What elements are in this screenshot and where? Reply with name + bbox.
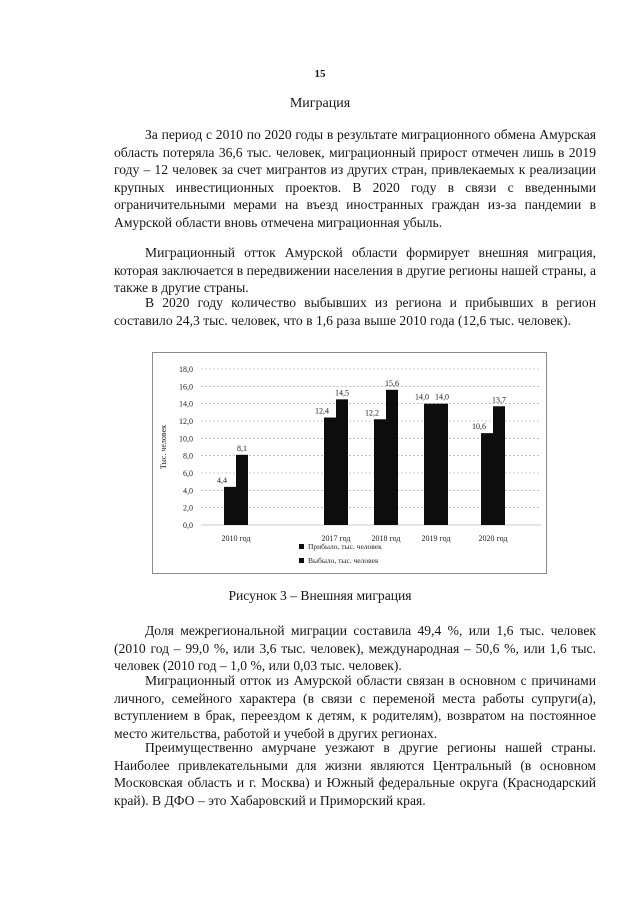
- paragraph-3: В 2020 году количество выбывших из региона и прибывших в регион составило 24,3 тыс. человек, что в 1,6 раза выше 2010 года (12,6 тыс. человек).: [114, 295, 596, 328]
- legend-marker: [299, 558, 304, 563]
- figure-caption: Рисунок 3 – Внешняя миграция: [228, 588, 412, 603]
- bar-departed: [386, 390, 398, 525]
- section-title: Миграция: [289, 96, 351, 111]
- x-tick-label: 2017 год: [321, 534, 351, 543]
- migration-bar-chart: [153, 353, 548, 575]
- data-label: 13,7: [492, 395, 506, 405]
- data-label: 14,0: [435, 392, 449, 402]
- y-tick-label: 6,0: [183, 469, 193, 478]
- data-label: 4,4: [217, 475, 227, 485]
- data-label: 10,6: [472, 422, 486, 432]
- data-label: 14,0: [415, 392, 429, 402]
- y-tick-label: 16,0: [179, 382, 193, 392]
- x-tick-label: 2010 год: [221, 534, 251, 543]
- legend-marker: [299, 544, 304, 549]
- bar-arrived: [324, 418, 336, 525]
- migration-chart: [152, 352, 547, 574]
- bar-arrived: [424, 404, 436, 525]
- bar-departed: [436, 404, 448, 525]
- bar-arrived: [481, 433, 493, 525]
- paragraph-1: За период с 2010 по 2020 годы в результате миграционного обмена Амурская область потеряла 36,6 тыс. человек, миграционный прирост отмечен лишь в 2019 году – 12 человек за счет мигрантов из других стран, привлекаемых к реализации крупных инвестиционных проектов. В 2020 году в связи с введенными ограничительными мерами на въезд иностранных граждан из-за пандемии в Амурской области вновь отмечена миграционная убыль.: [114, 127, 596, 230]
- y-tick-label: 10,0: [179, 434, 193, 444]
- bar-arrived: [374, 419, 386, 525]
- paragraph-4: Доля межрегиональной миграции составила 49,4 %, или 1,6 тыс. человек (2010 год – 99,0 %, или 3,6 тыс. человек), международная – 50,6 %, или 1,6 тыс. человек (2010 год – 1,0 %, или 0,03 тыс. человек).: [114, 623, 596, 674]
- y-tick-label: 18,0: [179, 365, 193, 374]
- x-tick-label: 2019 год: [421, 534, 451, 543]
- y-tick-label: 12,0: [179, 417, 193, 426]
- x-tick-label: 2018 год: [371, 534, 401, 543]
- bar-departed: [336, 399, 348, 525]
- y-tick-label: 0,0: [183, 521, 193, 530]
- data-label: 14,5: [335, 388, 349, 398]
- bar-arrived: [224, 487, 236, 525]
- data-label: 12,4: [315, 406, 329, 416]
- bar-departed: [236, 455, 248, 525]
- legend-label: Прибыло, тыс. человек: [308, 542, 382, 551]
- data-label: 15,6: [385, 378, 399, 388]
- y-axis-title: Тыс. человек: [159, 424, 168, 470]
- paragraph-6: Преимущественно амурчане уезжают в другие регионы нашей страны. Наиболее привлекательными для жизни являются Центральный (в основном Московская область и г. Москва) и Южный федеральные округа (Краснодарский край). В ДФО – это Хабаровский и Приморский края.: [114, 740, 596, 808]
- page-number: 15: [314, 68, 326, 80]
- y-tick-label: 2,0: [183, 503, 193, 513]
- x-tick-label: 2020 год: [478, 534, 508, 543]
- bar-departed: [493, 406, 505, 525]
- legend-label: Выбыло, тыс. человек: [308, 556, 379, 565]
- data-label: 8,1: [237, 443, 247, 453]
- data-label: 12,2: [365, 408, 379, 418]
- y-tick-label: 4,0: [183, 486, 193, 496]
- y-tick-label: 8,0: [183, 451, 193, 461]
- paragraph-2: Миграционный отток Амурской области формирует внешняя миграция, которая заключается в передвижении населения в другие регионы нашей страны, а также в другие страны.: [114, 245, 596, 296]
- paragraph-5: Миграционный отток из Амурской области связан в основном с причинами личного, семейного характера (в связи с переменой места работы супруги(а), вступлением в брак, переездом к детям, к родителям), возвратом на постоянное место жительства, работой и учебой в других регионах.: [114, 673, 596, 741]
- y-tick-label: 14,0: [179, 399, 193, 409]
